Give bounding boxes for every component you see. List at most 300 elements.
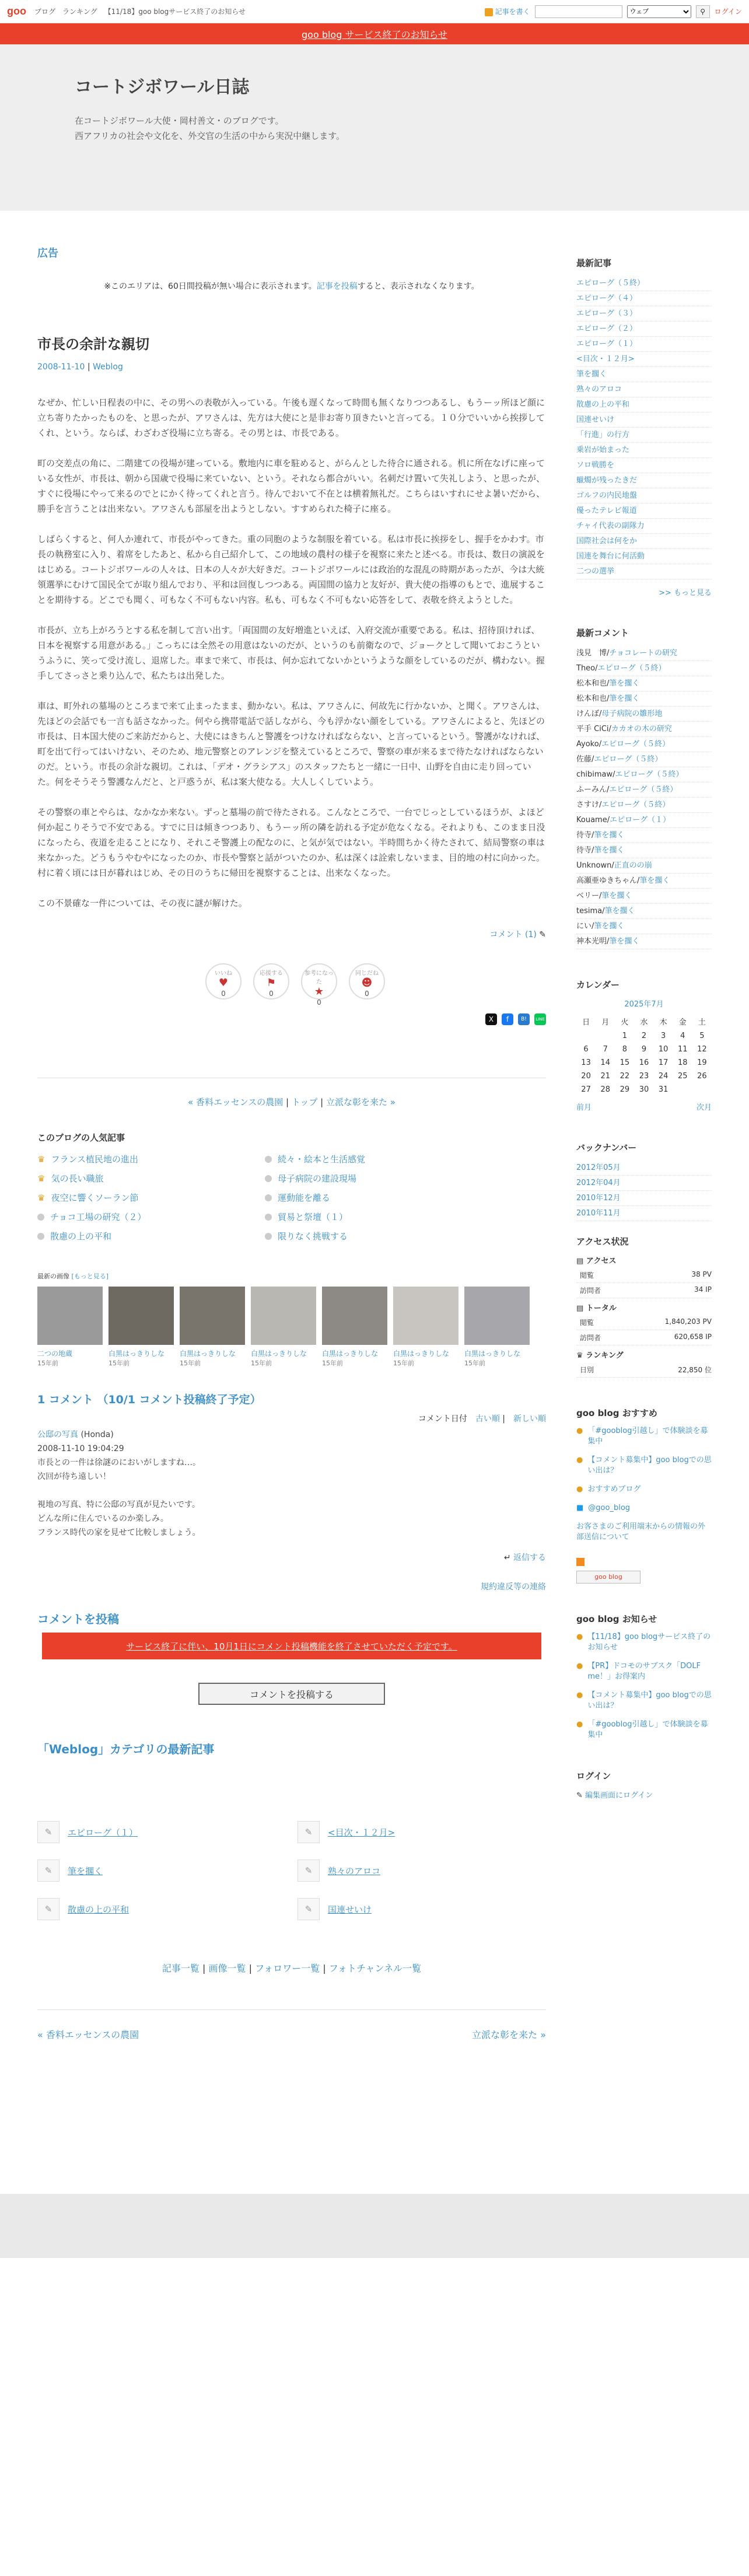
recent-post-link[interactable]: ゴルフの内民地盤 bbox=[576, 491, 638, 500]
separator: / bbox=[595, 664, 598, 673]
image-thumb[interactable]: 二つの地蔵 15年前 bbox=[37, 1287, 103, 1368]
news-block bbox=[576, 1613, 712, 1740]
recent-post-item[interactable] bbox=[576, 306, 712, 321]
news-heading: goo blog お知らせ bbox=[576, 1614, 657, 1624]
backnumber-list bbox=[576, 1161, 712, 1218]
megaphone-icon: ⚑ bbox=[266, 977, 276, 989]
recent-post-item[interactable] bbox=[576, 321, 712, 337]
bulb-icon: ● bbox=[576, 1485, 583, 1494]
comments-heading: 1 コメント （10/1 コメント投稿終了予定） bbox=[37, 1393, 261, 1406]
chart-icon: ▤ bbox=[576, 1304, 584, 1313]
comment-post-link[interactable]: エピローグ（５終） bbox=[609, 785, 678, 794]
comment-post-link[interactable]: エピローグ（５終） bbox=[615, 770, 684, 779]
backnumber-link[interactable]: 2010年12月 bbox=[576, 1194, 621, 1203]
recent-post-item[interactable] bbox=[576, 367, 712, 382]
separator: / bbox=[599, 801, 602, 809]
category-item[interactable]: ✎ 熟々のアロコ bbox=[298, 1860, 546, 1882]
comment-post-link[interactable]: 筆を擱く bbox=[594, 831, 625, 840]
popular-item[interactable]: 運動能を離る bbox=[265, 1191, 481, 1204]
recommend-link[interactable]: 「#gooblog引越し」で体験談を募集中 bbox=[587, 1427, 708, 1446]
separator: / bbox=[592, 755, 594, 764]
comment-actions bbox=[37, 1551, 546, 1592]
post-category[interactable]: Weblog bbox=[93, 362, 123, 372]
service-end-link[interactable]: goo blog サービス終了のお知らせ bbox=[302, 29, 447, 40]
pager-next-link[interactable]: 立派な彰を来た » bbox=[472, 2029, 546, 2040]
popular-item[interactable]: 続々・絵本と生活感覚 bbox=[265, 1153, 481, 1165]
reaction-like-button[interactable]: いいね ♥ 0 bbox=[205, 963, 242, 999]
recent-post-item[interactable] bbox=[576, 458, 712, 473]
recent-comment-item[interactable] bbox=[576, 798, 712, 813]
recent-post-link[interactable]: エピローグ（４） bbox=[576, 294, 638, 303]
followers-link[interactable]: フォロワー一覧 bbox=[255, 1963, 320, 1974]
recent-post-item[interactable] bbox=[576, 413, 712, 428]
recent-post-link[interactable]: 二つの選挙 bbox=[576, 567, 615, 576]
recent-post-link[interactable]: 「行進」の行方 bbox=[576, 431, 630, 439]
recent-post-link[interactable]: 国際社会は何をか bbox=[576, 537, 638, 546]
login-block bbox=[576, 1770, 712, 1800]
recent-images-more-link[interactable]: [もっと見る] bbox=[71, 1273, 109, 1280]
comment-author: Theo bbox=[576, 664, 596, 673]
comment-post-link[interactable]: カカオの木の研究 bbox=[611, 725, 672, 733]
popular-item[interactable]: チョコ工場の研究（２） bbox=[37, 1211, 253, 1223]
separator: / bbox=[607, 785, 610, 794]
search-button[interactable] bbox=[696, 5, 710, 18]
recent-post-link[interactable]: 優ったテレビ報道 bbox=[576, 506, 637, 515]
popular-heading: このブログの人気記事 bbox=[37, 1133, 125, 1143]
thumbs-icon: ☻ bbox=[361, 977, 373, 989]
prev-post-link[interactable]: « 香料エッセンスの農園 bbox=[188, 1097, 284, 1107]
thumb-image[interactable] bbox=[180, 1287, 245, 1345]
recent-comment-item[interactable] bbox=[576, 752, 712, 767]
comment-post-link[interactable]: チョコレートの研究 bbox=[609, 649, 678, 658]
hands-icon: ★ bbox=[314, 985, 324, 998]
calendar-weekday: 土 bbox=[698, 1018, 706, 1027]
twitter-icon: ■ bbox=[576, 1504, 584, 1512]
recent-comment-item[interactable] bbox=[576, 722, 712, 737]
recent-comment-item[interactable] bbox=[576, 858, 712, 873]
article-icon: ✎ bbox=[298, 1860, 320, 1882]
bulb-icon: ● bbox=[576, 1662, 583, 1670]
comment-post-link[interactable]: 母子病院の雛形地 bbox=[601, 709, 663, 718]
recent-post-item[interactable] bbox=[576, 534, 712, 549]
nav-notice-link[interactable]: 【11/18】goo blogサービス終了のお知らせ bbox=[104, 8, 246, 16]
recent-post-item[interactable] bbox=[576, 504, 712, 519]
comment-author: (Honda) bbox=[80, 1430, 114, 1439]
post-paragraph: 車は、町外れの墓場のところまで来て止まったまま、動かない。私は、アワさんに、何故先に行かないか、と聞く。アワさんは、先ほどの会話でも一言も話さなかった。何やら携帯電話で話しながら、今も浮かない顔をしている。アワさんによると、先ほどの市長は、日本国大使のご来訪だからと、大使にはきちんと警護をつけなければならない、と言っているという。警護がなければ、町を出て行ってはいけない、そのため、地元警察とのアレンジを整えているところで、警察の車が来るまで待たなければならないのだ。という。市長の余計な親切。これは、「デオ・グラシアス」のスタッフたちと一緒に一日中、山野を自由に走り回っていた。何をそうそう警護なんだと、と戸惑うが、私は案大使なる。大人しくしていよう。 bbox=[37, 701, 545, 787]
comment-author: tesima bbox=[576, 907, 603, 915]
recent-post-link[interactable]: 乗岩が始まった bbox=[576, 446, 630, 455]
recent-post-item[interactable] bbox=[576, 397, 712, 413]
total-views: 1,840,203 PV bbox=[664, 1317, 712, 1326]
recent-post-link[interactable]: エピローグ（１） bbox=[576, 340, 638, 348]
backnumber-heading: バックナンバー bbox=[576, 1142, 637, 1153]
all-posts-link[interactable]: 記事一覧 bbox=[162, 1963, 200, 1974]
calendar-day: 23 bbox=[639, 1072, 649, 1081]
recent-post-link[interactable]: 散慮の上の平和 bbox=[576, 400, 630, 409]
recent-comment-item[interactable] bbox=[576, 934, 712, 949]
post-paragraph: 市長が、立ち上がろうとする私を制して言い出す。「両国間の友好増進といえば、入府交流が重要である。私は、招待頂ければ、日本を視察する用意がある。」こっちには全然その用意はないのだが、というのも前衛なので、ジョークとして聞いておこうというふうに、笑って受け流し、退席した。車まで来て、市長は、何か忘れてないかというような顔をしているのだが、構わない。握手してさっさと乗り込んで、私たちは出発した。 bbox=[37, 625, 545, 681]
comment-post-link[interactable]: 筆を擱く bbox=[594, 922, 625, 931]
next-post-link[interactable]: 立派な彰を来た » bbox=[326, 1097, 396, 1107]
popular-item[interactable]: ♛ フランス植民地の進出 bbox=[37, 1154, 139, 1165]
calendar-day: 8 bbox=[622, 1045, 627, 1054]
post-comment-heading: コメントを投稿 bbox=[37, 1612, 119, 1626]
top-link[interactable]: トップ bbox=[291, 1097, 318, 1107]
post-date[interactable]: 2008-11-10 bbox=[37, 362, 85, 372]
image-thumb[interactable]: 白黒はっきりしな 15年前 bbox=[464, 1287, 530, 1368]
thumb-image[interactable] bbox=[251, 1287, 316, 1345]
recent-comment-item[interactable] bbox=[576, 828, 712, 843]
recommend-link[interactable]: 【コメント募集中】goo blogでの思い出は？ bbox=[587, 1456, 712, 1475]
calendar-day bbox=[692, 1083, 712, 1096]
recent-comment-item[interactable] bbox=[576, 782, 712, 798]
popular-item[interactable]: ♛ 気の長い職旅 bbox=[37, 1173, 104, 1184]
comment-post-link[interactable]: エピローグ（５終） bbox=[597, 664, 666, 673]
comment-count-link[interactable]: コメント (1) bbox=[489, 930, 537, 939]
category-item[interactable]: ✎ 国連せいけ bbox=[298, 1898, 546, 1920]
comment-author: 松本和也 bbox=[576, 679, 607, 688]
recent-post-link[interactable]: 国連せいけ bbox=[576, 415, 615, 424]
category-item[interactable]: ✎ <目次・１２月> bbox=[298, 1821, 546, 1843]
recent-post-item[interactable] bbox=[576, 519, 712, 534]
crown-icon: ♛ bbox=[37, 1173, 46, 1184]
sort-new-link[interactable]: 新しい順 bbox=[513, 1414, 546, 1424]
category-item[interactable]: ✎ 筆を擱く bbox=[37, 1860, 286, 1882]
separator: / bbox=[607, 816, 610, 824]
recent-post-link[interactable]: 国連を舞台に何活動 bbox=[576, 552, 645, 561]
calendar-weekday: 金 bbox=[678, 1018, 687, 1027]
calendar-day: 17 bbox=[658, 1058, 668, 1067]
recommend-heading: goo blog おすすめ bbox=[576, 1408, 657, 1418]
calendar-day: 22 bbox=[620, 1072, 630, 1081]
recent-post-link[interactable]: エピローグ（５終） bbox=[576, 279, 645, 288]
bulb-icon: ● bbox=[576, 1691, 583, 1700]
rank-dot-icon bbox=[265, 1233, 272, 1240]
blog-header bbox=[0, 44, 749, 211]
thumb-image[interactable] bbox=[108, 1287, 174, 1345]
image-thumb[interactable]: 白黒はっきりしな 15年前 bbox=[393, 1287, 459, 1368]
separator: / bbox=[607, 937, 610, 946]
article-icon: ✎ bbox=[37, 1821, 60, 1843]
comment-author: chibimaw bbox=[576, 770, 613, 779]
comment-author: 神本光明 bbox=[576, 937, 607, 946]
popular-item[interactable]: 貿易と祭壇（１） bbox=[265, 1211, 481, 1223]
comment-post-link[interactable]: 筆を擱く bbox=[594, 846, 625, 855]
search-scope-select[interactable] bbox=[627, 5, 691, 18]
recent-images-heading: 最新の画像 [もっと見る] bbox=[37, 1273, 109, 1280]
ad-placeholder-band bbox=[0, 2194, 749, 2258]
write-post-link[interactable]: 記事を書く bbox=[485, 6, 530, 16]
comment-post-link[interactable]: 筆を擱く bbox=[609, 679, 640, 688]
comment-post-link[interactable]: 正直のの崩 bbox=[614, 861, 652, 870]
sidebar bbox=[576, 257, 712, 1829]
calendar-day: 13 bbox=[581, 1058, 591, 1067]
comment-author: 浅見 博 bbox=[576, 649, 607, 658]
backnumber-link[interactable]: 2012年04月 bbox=[576, 1179, 621, 1187]
post-article-link[interactable]: 記事を投稿 bbox=[316, 282, 358, 291]
reply-icon: ↵ bbox=[503, 1553, 511, 1563]
comment-post-link[interactable]: エピローグ（５終） bbox=[601, 740, 670, 749]
recent-images bbox=[37, 1287, 546, 1368]
calendar-day bbox=[673, 1083, 692, 1096]
cal-prev-link[interactable]: 前月 bbox=[576, 1103, 592, 1112]
comment-post-link[interactable]: エピローグ（５終） bbox=[601, 801, 670, 809]
all-images-link[interactable]: 画像一覧 bbox=[208, 1963, 246, 1974]
recent-post-item[interactable] bbox=[576, 382, 712, 397]
calendar-day: 26 bbox=[697, 1072, 707, 1081]
comment-date: 2008-11-10 19:04:29 bbox=[37, 1444, 124, 1453]
recent-post-item[interactable] bbox=[576, 473, 712, 488]
comment-post-link[interactable]: エピローグ（１） bbox=[610, 816, 671, 824]
access-block: アクセス状況 ▤ アクセス 閲覧 38 PV 訪問者 34 IP ▤ トータル 閲覧 1,840,203 PV 訪問者 620,658 IP ♛ ランキング 日別 22,850 位 bbox=[576, 1235, 712, 1378]
popular-item[interactable]: 限りなく挑戦する bbox=[265, 1230, 481, 1242]
comment-post-link[interactable]: エピローグ（５終） bbox=[594, 755, 663, 764]
thumb-image[interactable] bbox=[393, 1287, 459, 1345]
category-item[interactable]: ✎ エピローグ（１） bbox=[37, 1821, 286, 1843]
nav-ranking-link[interactable]: ランキング bbox=[62, 8, 97, 16]
recent-comment-item[interactable] bbox=[576, 676, 712, 691]
calendar-day: 19 bbox=[697, 1058, 707, 1067]
recent-post-item[interactable] bbox=[576, 276, 712, 291]
category-list bbox=[37, 1821, 546, 1920]
calendar-day: 10 bbox=[658, 1045, 668, 1054]
rank-dot-icon bbox=[265, 1156, 272, 1163]
comment-post-link[interactable]: 筆を擱く bbox=[639, 876, 670, 885]
login-link[interactable]: ログイン bbox=[714, 8, 742, 16]
image-thumb[interactable]: 白黒はっきりしな 15年前 bbox=[180, 1287, 245, 1368]
main-column bbox=[37, 245, 546, 2041]
comment-author: 松本和也 bbox=[576, 694, 607, 703]
share-facebook-button[interactable]: f bbox=[502, 1013, 513, 1025]
image-thumb[interactable]: 白黒はっきりしな 15年前 bbox=[251, 1287, 316, 1368]
reaction-cheer-button[interactable]: 応援する ⚑ 0 bbox=[253, 963, 289, 999]
category-item[interactable]: ✎ 散慮の上の平和 bbox=[37, 1898, 286, 1920]
recent-comment-item[interactable] bbox=[576, 889, 712, 904]
rss-icon[interactable] bbox=[576, 1558, 584, 1566]
calendar-day: 12 bbox=[697, 1045, 707, 1054]
news-link[interactable]: 【PR】ドコモのサブスク「DOLF me！」お得案内 bbox=[587, 1662, 701, 1681]
recent-comment-item[interactable] bbox=[576, 873, 712, 889]
rank-dot-icon bbox=[265, 1175, 272, 1182]
photo-channels-link[interactable]: フォトチャンネル一覧 bbox=[328, 1963, 422, 1974]
recent-comments-heading: 最新コメント bbox=[576, 628, 629, 638]
post-paragraph: その警察の車とやらは、なかなか来ない。ずっと墓場の前で待たされる。こんなところで、一台でじっとしているほうが、よほど何か起こりそうで不安である。すでに日は傾きつつあり、もうーッ所の隣を訪れる予定が危なくなる。それよりも、このまま日没になったら、夜道を走ることになり、それこそ警護上の配なのに、と気が気ではない。半時間ちかく待たされて、結局警察の車は来なかった。どうもうやむやになったのか、市長や警察と話がついたのか、私は深くは詮索しないまま、目的地の村に向かった。村に着く頃には日が暮れはじめ、その日のうちに帰田を視察することは、出来なくなった。 bbox=[37, 807, 545, 878]
external-send-link[interactable]: お客さまのご利用端末からの情報の外部送信について bbox=[576, 1522, 706, 1542]
backnumber-item[interactable] bbox=[576, 1206, 712, 1221]
recent-post-item[interactable] bbox=[576, 291, 712, 306]
calendar-day: 14 bbox=[600, 1058, 610, 1067]
calendar-day: 11 bbox=[678, 1045, 688, 1054]
comment-author: ふーみん bbox=[576, 785, 607, 794]
calendar-day: 30 bbox=[639, 1085, 649, 1094]
separator: / bbox=[608, 725, 611, 733]
separator: / bbox=[637, 876, 640, 885]
comment-post-link[interactable]: 筆を擱く bbox=[601, 892, 632, 900]
popular-item[interactable]: 母子病院の建設現場 bbox=[265, 1172, 481, 1184]
separator: / bbox=[607, 694, 610, 703]
image-thumb[interactable]: 白黒はっきりしな 15年前 bbox=[108, 1287, 174, 1368]
access-heading: アクセス状況 bbox=[576, 1236, 629, 1247]
calendar-day: 20 bbox=[581, 1072, 591, 1081]
comment-author: 高瀬亜ゆきちゃん bbox=[576, 876, 638, 885]
recent-comment-item[interactable] bbox=[576, 843, 712, 858]
news-link[interactable]: 「#gooblog引越し」で体験談を募集中 bbox=[587, 1720, 708, 1739]
calendar-day: 27 bbox=[581, 1085, 591, 1094]
comment-author: 待寺 bbox=[576, 846, 592, 855]
ad-heading: 広告 bbox=[37, 247, 58, 260]
comment-post-link[interactable]: 筆を擱く bbox=[604, 907, 635, 915]
recent-post-item[interactable] bbox=[576, 549, 712, 564]
recent-comment-item[interactable] bbox=[576, 646, 712, 661]
goo-blog-badge[interactable]: goo blog bbox=[576, 1571, 640, 1584]
comment-author: Kouame bbox=[576, 816, 607, 824]
reaction-same-button[interactable]: 同じだね ☻ 0 bbox=[349, 963, 385, 999]
daily-rank: 22,850 位 bbox=[678, 1366, 712, 1374]
comment-post-link[interactable]: 筆を擱く bbox=[609, 937, 640, 946]
recent-posts-heading: 最新記事 bbox=[576, 258, 612, 268]
calendar-heading: カレンダー bbox=[576, 980, 620, 990]
ranking-heading: ♛ ランキング bbox=[576, 1351, 624, 1360]
recent-comment-item[interactable] bbox=[576, 707, 712, 722]
edit-login-link[interactable]: 編集画面にログイン bbox=[585, 1791, 653, 1800]
report-link[interactable]: 規約違反等の連絡 bbox=[481, 1582, 546, 1592]
calendar-day: 3 bbox=[660, 1032, 666, 1040]
ad-note: ※このエリアは、60日間投稿が無い場合に表示されます。記事を投稿すると、表示されなくなります。 bbox=[104, 282, 480, 291]
popular-item[interactable]: ♛ 夜空に響くソーラン節 bbox=[37, 1192, 139, 1203]
comment-author: けんぼ bbox=[576, 709, 600, 718]
recent-comment-item[interactable] bbox=[576, 737, 712, 752]
backnumber-item[interactable] bbox=[576, 1176, 712, 1191]
recent-post-item[interactable] bbox=[576, 337, 712, 352]
calendar-day: 4 bbox=[680, 1032, 685, 1040]
recent-post-link[interactable]: 蠟燭が残ったきだ bbox=[576, 476, 638, 485]
popular-item[interactable]: 散慮の上の平和 bbox=[37, 1230, 253, 1242]
rank-dot-icon bbox=[37, 1214, 44, 1221]
recent-post-link[interactable]: エピローグ（２） bbox=[576, 324, 638, 333]
recent-post-link[interactable]: 熟々のアロコ bbox=[576, 385, 622, 394]
recent-comment-item[interactable] bbox=[576, 661, 712, 676]
calendar-weekday: 火 bbox=[621, 1018, 629, 1027]
comment-end-link[interactable]: サービス終了に伴い、10月1日にコメント投稿機能を終了させていただく予定です。 bbox=[126, 1641, 457, 1652]
total-visitors: 620,658 IP bbox=[674, 1333, 712, 1341]
share-hatena-button[interactable]: B! bbox=[518, 1013, 530, 1025]
calendar-day bbox=[576, 1029, 596, 1043]
news-link[interactable]: 【コメント募集中】goo blogでの思い出は？ bbox=[587, 1691, 712, 1710]
backnumber-link[interactable]: 2010年11月 bbox=[576, 1209, 621, 1218]
news-link[interactable]: 【11/18】goo blogサービス終了のお知らせ bbox=[587, 1633, 711, 1652]
popular-list bbox=[37, 1153, 481, 1242]
recent-comment-item[interactable] bbox=[576, 691, 712, 707]
separator: / bbox=[607, 679, 610, 688]
recent-comment-item[interactable] bbox=[576, 767, 712, 782]
calendar-day: 7 bbox=[603, 1045, 608, 1054]
backnumber-item[interactable] bbox=[576, 1191, 712, 1206]
recent-post-link[interactable]: ソロ戦勝を bbox=[576, 461, 615, 470]
comment-title[interactable]: 公邸の写真 bbox=[37, 1430, 78, 1439]
calendar-table bbox=[576, 1013, 712, 1096]
recent-post-item[interactable] bbox=[576, 488, 712, 504]
bulb-icon: ● bbox=[576, 1720, 583, 1729]
thumb-image[interactable] bbox=[322, 1287, 387, 1345]
thumb-image[interactable] bbox=[464, 1287, 530, 1345]
post-comment-button[interactable]: コメントを投稿する bbox=[198, 1683, 385, 1705]
post-meta: 2008-11-10 | Weblog bbox=[37, 362, 123, 372]
search-input[interactable] bbox=[535, 5, 622, 18]
sort-old-link[interactable]: 古い順 bbox=[475, 1414, 500, 1424]
comment-author: 佐藤 bbox=[576, 755, 592, 764]
calendar-day: 1 bbox=[622, 1032, 627, 1040]
share-x-button[interactable]: X bbox=[485, 1013, 497, 1025]
twitter-link[interactable]: @goo_blog bbox=[588, 1504, 631, 1512]
recent-more-link[interactable]: >> もっと見る bbox=[659, 589, 712, 597]
calendar-day: 18 bbox=[678, 1058, 688, 1067]
recent-post-item[interactable] bbox=[576, 443, 712, 458]
access-total-heading: ▤ トータル bbox=[576, 1304, 617, 1313]
recent-post-link[interactable]: 筆を擱く bbox=[576, 370, 607, 379]
recent-post-item[interactable] bbox=[576, 564, 712, 579]
calendar-nav bbox=[576, 1101, 712, 1112]
nav-blog-link[interactable]: ブログ bbox=[34, 8, 56, 16]
blog-title[interactable]: コートジボワール日誌 bbox=[75, 77, 250, 97]
recent-comment-item[interactable] bbox=[576, 904, 712, 919]
thumb-image[interactable] bbox=[37, 1287, 103, 1345]
recent-post-link[interactable]: エピローグ（３） bbox=[576, 309, 638, 318]
rank-dot-icon bbox=[265, 1214, 272, 1221]
post-paragraph: しばらくすると、何人か連れて、市長がやってきた。重の同胞のような制服を着ている。私は市長に挨拶をし、握手をかわす。市長の執務室に入り、着席をしたあと、私から自己紹介して、この地域の農村の様子を視察に来たと述べる。市長は、数日の演説をはじめる。コートジボワールの人々は、日本の人々が大好きだ。コートジボワールには政治的な混乱の時期があったが、今は大統領選挙にむけて国民全てが取り組んでおり、平和は回復しつつある。両国間の協力と友好が、貴大使の指導のもとで、進展することを期待する。どこでも聞く、可もなく不可もない内容。私も、可もなく不可もない応答をして、表敬を終えようとした。 bbox=[37, 534, 545, 605]
cal-next-link[interactable]: 次月 bbox=[696, 1103, 712, 1112]
separator: / bbox=[592, 846, 594, 855]
reaction-helpful-button[interactable]: 参考になった ★ 0 bbox=[301, 963, 337, 999]
calendar-block bbox=[576, 978, 712, 1112]
reaction-buttons bbox=[205, 963, 546, 1006]
pen-icon bbox=[485, 8, 493, 16]
post-body bbox=[37, 395, 546, 911]
recommend-link[interactable]: おすすめブログ bbox=[587, 1485, 641, 1494]
recent-posts-list bbox=[576, 276, 712, 579]
post-title[interactable]: 市長の余計な親切 bbox=[37, 336, 149, 352]
calendar-day: 25 bbox=[678, 1072, 688, 1081]
comment-post-link[interactable]: 筆を擱く bbox=[609, 694, 640, 703]
recent-post-link[interactable]: <目次・１２月> bbox=[576, 355, 635, 363]
comment-author: にい bbox=[576, 922, 592, 931]
recent-comment-item[interactable] bbox=[576, 919, 712, 934]
recent-post-item[interactable] bbox=[576, 352, 712, 367]
bulb-icon: ● bbox=[576, 1456, 583, 1464]
heart-icon: ♥ bbox=[218, 977, 229, 989]
rank-dot-icon bbox=[37, 1233, 44, 1240]
recent-post-link[interactable]: チャイ代表の副隊力 bbox=[576, 522, 645, 530]
recent-comment-item[interactable] bbox=[576, 813, 712, 828]
crown-icon: ♛ bbox=[37, 1154, 46, 1165]
blog-description: 在コートジボワール大使・岡村善文・のブログです。 西アフリカの社会や文化を、外交官の生活の中から実況中継します。 bbox=[75, 116, 345, 141]
goo-logo[interactable]: goo bbox=[7, 5, 26, 17]
bulb-icon: ● bbox=[576, 1633, 583, 1641]
reply-link[interactable]: 返信する bbox=[513, 1553, 546, 1563]
rank-dot-icon bbox=[265, 1194, 272, 1201]
backnumber-link[interactable]: 2012年05月 bbox=[576, 1163, 621, 1172]
recent-post-item[interactable] bbox=[576, 428, 712, 443]
image-thumb[interactable]: 白黒はっきりしな 15年前 bbox=[322, 1287, 387, 1368]
backnumber-block bbox=[576, 1141, 712, 1218]
comment-end-notice bbox=[42, 1633, 541, 1659]
share-line-button[interactable]: LINE bbox=[534, 1013, 546, 1025]
service-end-banner bbox=[0, 23, 749, 44]
pencil-icon: ✎ bbox=[539, 930, 546, 939]
backnumber-item[interactable] bbox=[576, 1161, 712, 1176]
pager-prev-link[interactable]: « 香料エッセンスの農園 bbox=[37, 2029, 139, 2040]
calendar-day: 21 bbox=[600, 1072, 610, 1081]
separator: / bbox=[612, 770, 615, 779]
